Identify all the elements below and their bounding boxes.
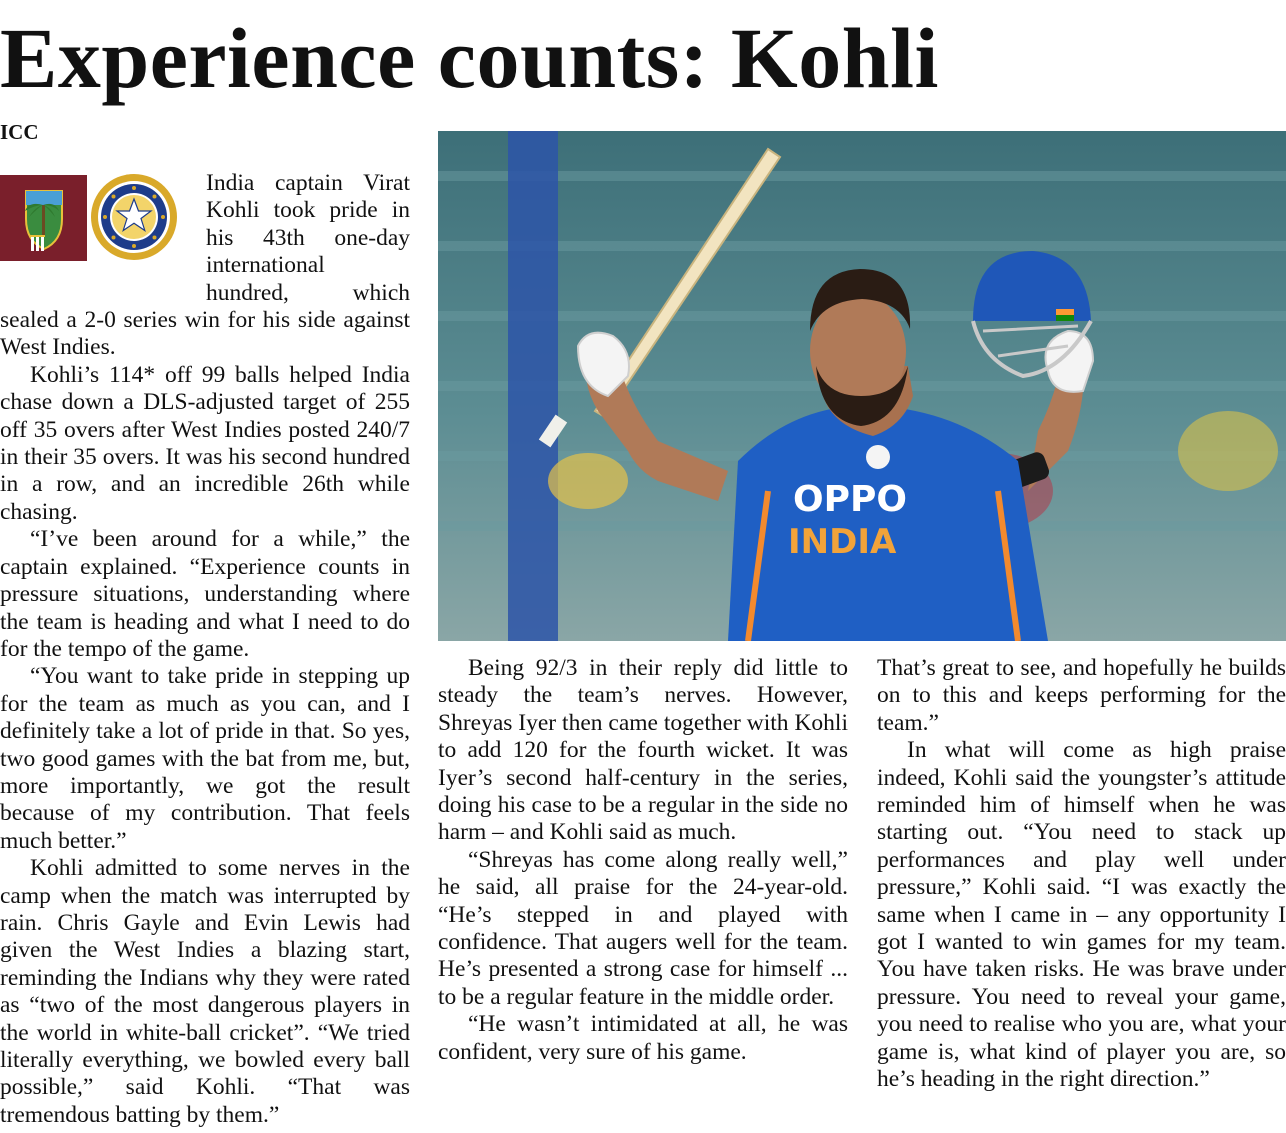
paragraph: “He wasn’t intimidated at all, he was confident, very sure of his game.: [438, 1011, 848, 1065]
jersey-brand: OPPO: [793, 479, 907, 520]
bcci-logo: [90, 173, 178, 261]
paragraph: Kohli’s 114* off 99 balls helped India chase down a DLS-adjusted target of 255 off 35 overs after West Indies posted 240/7 in their 35 overs. It was his second hundred in a row, and an incredible 26th while chasing.: [0, 361, 410, 525]
paragraph: That’s great to see, and hopefully he builds on to this and keeps performing for the team.”: [877, 655, 1286, 736]
byline: ICC: [0, 120, 39, 144]
paragraph: Being 92/3 in their reply did little to steady the team’s nerves. However, Shreyas Iyer then came together with Kohli to add 120 for the fourth wicket. It was Iyer’s second half-century in the series, doing his case to be a regular in the side no harm – and Kohli said as much.: [438, 655, 848, 846]
jersey-country: INDIA: [788, 522, 897, 562]
headline: Experience counts: Kohli: [0, 10, 939, 106]
paragraph: India captain Virat Kohli took pride in his 43th one-day international hundred, which sealed a 2-0 series win for his side against West Indies.: [0, 170, 410, 361]
paragraph: Kohli admitted to some nerves in the camp when the match was interrupted by rain. Chris Gayle and Evin Lewis had given the West Indies a blazing start, reminding the Indians why they were rated as “two of the most dangerous players in the world in white-ball cricket”. “We tried literally everything, we bowled every ball possible,” said Kohli. “That was tremendous batting by them.”: [0, 855, 410, 1128]
paragraph: “I’ve been around for a while,” the captain explained. “Experience counts in pressure situations, understanding where the team is heading and what I need to do for the tempo of the game.: [0, 526, 410, 662]
paragraph: “Shreyas has come along really well,” he said, all praise for the 24-year-old. “He’s stepped in and played with confidence. That augers well for the team. He’s presented a strong case for himself ... to be a regular feature in the middle order.: [438, 846, 848, 1010]
article-column-3: [877, 655, 1286, 1094]
article-column-1: [0, 170, 410, 1129]
paragraph: In what will come as high praise indeed, Kohli said the youngster’s attitude reminded him of himself when he was starting out. “You need to stack up performances and play well under pressure,” Kohli said. “I was exactly the same when I came in – any opportunity I got I wanted to win games for my team. You have taken risks. He was brave under pressure. You need to reveal your game, you need to realise who you are, what your game is, what kind of player you are, so he’s heading in the right direction.”: [877, 737, 1286, 1093]
kohli-celebration-photo: [438, 131, 1286, 641]
team-logos: [0, 170, 198, 278]
article-column-2: [438, 655, 848, 1066]
paragraph: “You want to take pride in stepping up for the team as much as you can, and I definitely take a lot of pride in that. So yes, two good games with the bat from me, but, more importantly, we got the result because of my contribution. That feels much better.”: [0, 663, 410, 854]
west-indies-cricket-logo: [0, 175, 87, 261]
